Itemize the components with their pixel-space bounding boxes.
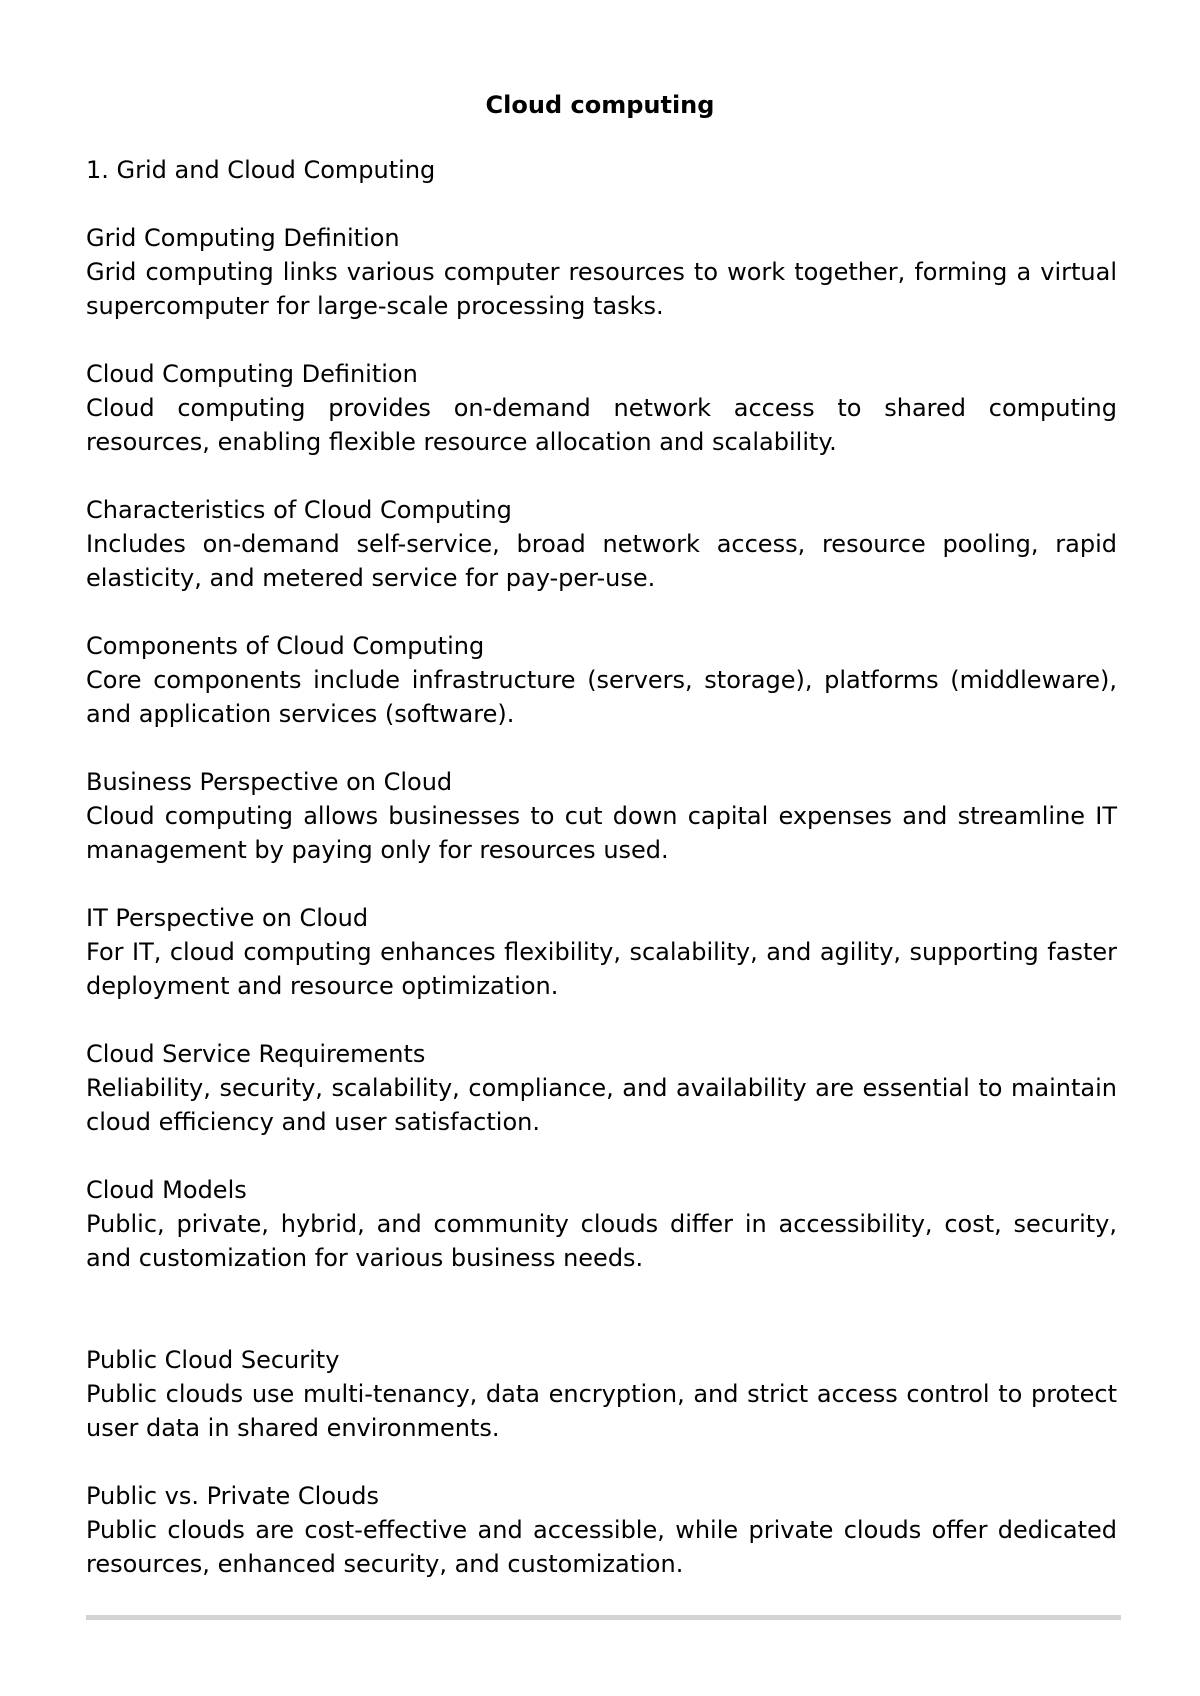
section-heading: Characteristics of Cloud Computing xyxy=(86,496,512,524)
section-heading: Components of Cloud Computing xyxy=(86,632,485,660)
section-body: Grid computing links various computer resources to work together, forming a virtual supercomputer for large-scale processing tasks. xyxy=(86,258,1117,320)
section-body: Public clouds are cost-effective and accessible, while private clouds offer dedicated resources, enhanced security, and customization. xyxy=(86,1516,1117,1578)
section-body: Cloud computing allows businesses to cut down capital expenses and streamline IT management by paying only for resources used. xyxy=(86,802,1117,864)
document-title: Cloud computing xyxy=(485,91,715,119)
section-heading: Grid Computing Definition xyxy=(86,224,400,252)
section-body: Public, private, hybrid, and community clouds differ in accessibility, cost, security, and customization for various business needs. xyxy=(86,1210,1117,1272)
section-public-cloud-security xyxy=(86,1343,1117,1445)
section-heading: IT Perspective on Cloud xyxy=(86,904,369,932)
section-grid-computing-definition xyxy=(86,221,1117,323)
section-heading: Cloud Models xyxy=(86,1176,247,1204)
section-components xyxy=(86,629,1117,731)
section-body: Core components include infrastructure (servers, storage), platforms (middleware), and application services (software). xyxy=(86,666,1117,728)
section-body: For IT, cloud computing enhances flexibility, scalability, and agility, supporting faster deployment and resource optimization. xyxy=(86,938,1117,1000)
section-heading: Public vs. Private Clouds xyxy=(86,1482,379,1510)
section-public-vs-private xyxy=(86,1479,1117,1581)
section-cloud-models xyxy=(86,1173,1117,1275)
document-content xyxy=(86,153,1117,1615)
section-business-perspective xyxy=(86,765,1117,867)
section-number-heading: 1. Grid and Cloud Computing xyxy=(86,156,436,184)
section-body: Includes on-demand self-service, broad network access, resource pooling, rapid elasticity, and metered service for pay-per-use. xyxy=(86,530,1117,592)
section-body: Public clouds use multi-tenancy, data encryption, and strict access control to protect user data in shared environments. xyxy=(86,1380,1117,1442)
section-service-requirements xyxy=(86,1037,1117,1139)
section-heading: Business Perspective on Cloud xyxy=(86,768,453,796)
section-heading: Cloud Service Requirements xyxy=(86,1040,426,1068)
section-heading: Public Cloud Security xyxy=(86,1346,340,1374)
section-it-perspective xyxy=(86,901,1117,1003)
section-characteristics xyxy=(86,493,1117,595)
section-body: Cloud computing provides on-demand network access to shared computing resources, enabling flexible resource allocation and scalability. xyxy=(86,394,1117,456)
bottom-divider xyxy=(86,1615,1121,1620)
section-body: Reliability, security, scalability, compliance, and availability are essential to maintain cloud efficiency and user satisfaction. xyxy=(86,1074,1117,1136)
section-cloud-computing-definition xyxy=(86,357,1117,459)
section-heading: Cloud Computing Definition xyxy=(86,360,418,388)
